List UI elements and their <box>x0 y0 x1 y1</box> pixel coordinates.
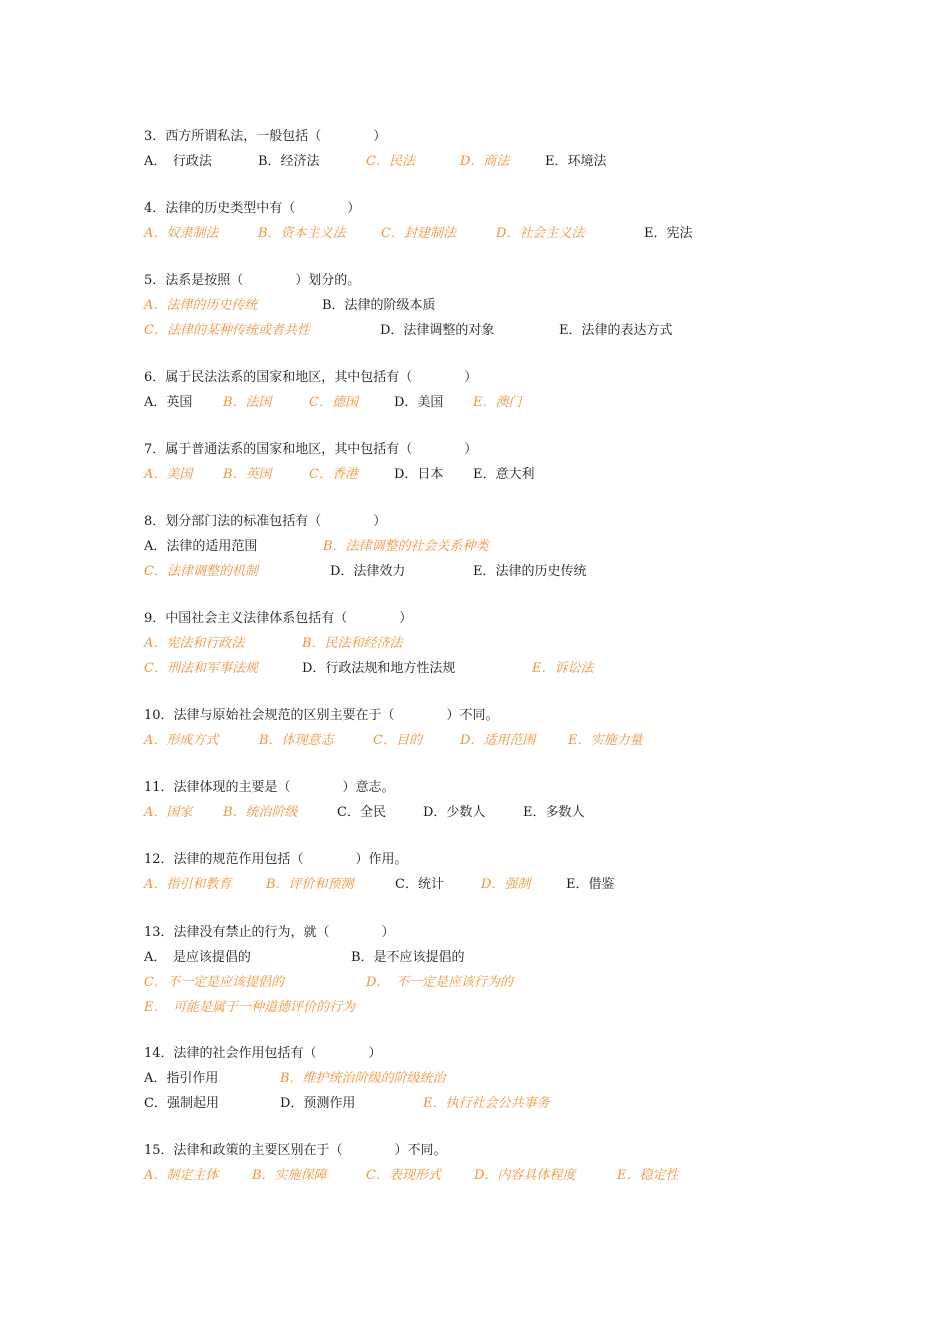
option-d: D．法律调整的对象 <box>380 323 495 338</box>
question-13 <box>144 920 844 1020</box>
option-e: E．稳定性 <box>617 1168 679 1183</box>
option-b: B．统治阶级 <box>223 805 298 820</box>
option-e: E．澳门 <box>473 395 522 410</box>
option-c: C．不一定是应该提倡的 <box>144 975 284 990</box>
option-c: C．德国 <box>309 395 358 410</box>
option-a: A．法律的历史传统 <box>144 298 258 313</box>
option-c: C．法律的某种传统或者共性 <box>144 323 310 338</box>
option-b: B．法国 <box>223 395 272 410</box>
option-b: B．英国 <box>223 467 272 482</box>
option-b: B．资本主义法 <box>258 226 346 241</box>
option-c: C．强制起用 <box>144 1096 219 1111</box>
option-c: C．全民 <box>337 805 386 820</box>
question-stem: 4．法律的历史类型中有（ ） <box>144 201 361 216</box>
option-d: D．预测作用 <box>280 1096 356 1111</box>
option-a: A． 行政法 <box>144 154 212 169</box>
option-b: B．体现意志 <box>259 733 334 748</box>
option-c: C．统计 <box>395 877 444 892</box>
question-11 <box>144 775 844 825</box>
option-b: B．法律的阶级本质 <box>322 298 436 313</box>
option-a: A．美国 <box>144 467 193 482</box>
option-d: D．日本 <box>394 467 444 482</box>
option-e: E．多数人 <box>523 805 585 820</box>
option-c: C．香港 <box>309 467 358 482</box>
option-a: A．宪法和行政法 <box>144 636 245 651</box>
question-8 <box>144 509 844 584</box>
option-a: A．指引和教育 <box>144 877 232 892</box>
question-5 <box>144 268 844 343</box>
option-e: E．实施力量 <box>568 733 643 748</box>
option-a: A．法律的适用范围 <box>144 539 258 554</box>
option-a: A．制定主体 <box>144 1168 219 1183</box>
option-d: D．行政法规和地方性法规 <box>302 661 456 676</box>
option-a: A．形成方式 <box>144 733 219 748</box>
question-9 <box>144 606 844 681</box>
option-b: B．是不应该提倡的 <box>351 950 465 965</box>
option-e: E．宪法 <box>644 226 693 241</box>
question-7 <box>144 437 844 487</box>
option-b: B．经济法 <box>258 154 320 169</box>
question-stem: 3．西方所谓私法，一般包括（ ） <box>144 129 387 144</box>
option-b: B．维护统治阶级的阶级统治 <box>280 1071 446 1086</box>
option-e: E．执行社会公共事务 <box>423 1096 550 1111</box>
question-14 <box>144 1041 844 1116</box>
option-c: C．封建制法 <box>381 226 456 241</box>
option-d: D．强制 <box>481 877 531 892</box>
question-stem: 6．属于民法法系的国家和地区，其中包括有（ ） <box>144 370 478 385</box>
option-c: C．法律调整的机制 <box>144 564 258 579</box>
option-d: D．少数人 <box>423 805 486 820</box>
question-stem: 10．法律与原始社会规范的区别主要在于（ ）不同。 <box>144 708 499 723</box>
question-stem: 9．中国社会主义法律体系包括有（ ） <box>144 611 413 626</box>
question-3 <box>144 124 844 174</box>
option-c: C．民法 <box>366 154 415 169</box>
question-stem: 12．法律的规范作用包括（ ）作用。 <box>144 852 408 867</box>
question-12 <box>144 847 844 897</box>
option-e: E．环境法 <box>545 154 607 169</box>
option-d: D．美国 <box>394 395 444 410</box>
option-e: E．诉讼法 <box>532 661 594 676</box>
option-d: D．适用范围 <box>460 733 536 748</box>
option-c: C．表现形式 <box>366 1168 441 1183</box>
option-a: A．英国 <box>144 395 193 410</box>
option-e: E．法律的表达方式 <box>559 323 673 338</box>
option-b: B．民法和经济法 <box>302 636 403 651</box>
option-e: E．意大利 <box>473 467 535 482</box>
option-b: B．评价和预测 <box>266 877 354 892</box>
option-d: D．商法 <box>460 154 510 169</box>
question-stem: 11．法律体现的主要是（ ）意志。 <box>144 780 395 795</box>
option-c: C．目的 <box>373 733 422 748</box>
question-10 <box>144 703 844 753</box>
option-d: D．法律效力 <box>330 564 406 579</box>
option-a: A．指引作用 <box>144 1071 219 1086</box>
question-stem: 5．法系是按照（ ）划分的。 <box>144 273 361 288</box>
question-stem: 8．划分部门法的标准包括有（ ） <box>144 514 387 529</box>
question-6 <box>144 365 844 415</box>
option-e: E．借鉴 <box>566 877 615 892</box>
option-e: E． 可能是属于一种道德评价的行为 <box>144 1000 355 1015</box>
question-stem: 13．法律没有禁止的行为，就（ ） <box>144 925 395 940</box>
option-c: C．刑法和军事法规 <box>144 661 258 676</box>
option-e: E．法律的历史传统 <box>473 564 587 579</box>
question-stem: 15．法律和政策的主要区别在于（ ）不同。 <box>144 1143 447 1158</box>
option-a: A．奴隶制法 <box>144 226 219 241</box>
question-15 <box>144 1138 844 1188</box>
option-b: B．实施保障 <box>252 1168 327 1183</box>
option-d: D．内容具体程度 <box>474 1168 576 1183</box>
option-a: A．国家 <box>144 805 193 820</box>
option-b: B．法律调整的社会关系种类 <box>323 539 489 554</box>
question-stem: 7．属于普通法系的国家和地区，其中包括有（ ） <box>144 442 478 457</box>
question-4 <box>144 196 844 246</box>
question-stem: 14．法律的社会作用包括有（ ） <box>144 1046 382 1061</box>
option-d: D． 不一定是应该行为的 <box>366 975 513 990</box>
option-d: D．社会主义法 <box>496 226 585 241</box>
option-a: A． 是应该提倡的 <box>144 950 251 965</box>
